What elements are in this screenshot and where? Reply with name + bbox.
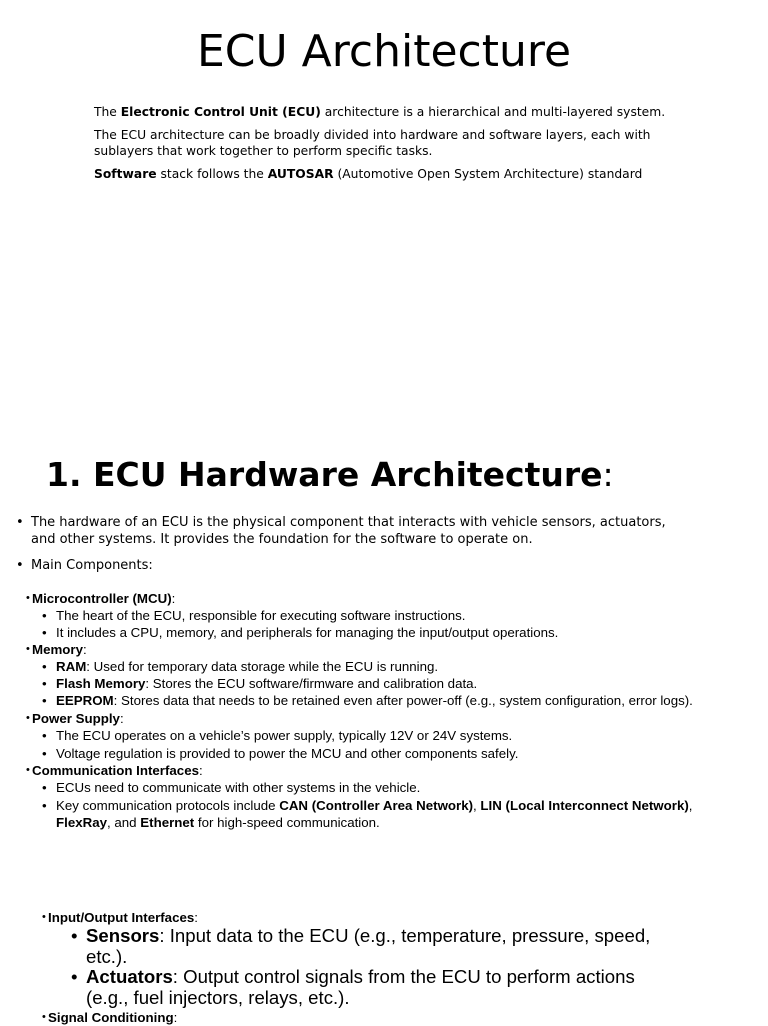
term-actuators: Actuators <box>86 966 173 987</box>
bullet-icon: • <box>42 693 47 708</box>
term-can: CAN (Controller Area Network) <box>279 798 474 813</box>
intro-text: stack follows the <box>156 167 268 181</box>
bullet-icon: • <box>26 643 30 655</box>
list-item-text: Voltage regulation is provided to power the MCU and other components safely. <box>56 746 519 761</box>
list-item-text: : Input data to the ECU (e.g., temperature, pressure, speed, <box>159 925 651 946</box>
list-item <box>42 624 559 641</box>
bullet-icon: • <box>71 925 78 946</box>
bullet-icon: • <box>16 558 24 573</box>
bullet-line: and other systems. It provides the foundation for the software to operate on. <box>31 532 533 547</box>
intro-text: The <box>94 105 121 119</box>
list-item-sensors <box>71 925 686 967</box>
intro-text: architecture is a hierarchical and multi-layered system. <box>320 105 666 119</box>
label-colon: : <box>171 591 176 606</box>
list-item <box>42 692 693 709</box>
list-item-text: : Output control signals from the ECU to perform actions <box>172 966 635 987</box>
intro-bold-autosar: AUTOSAR <box>267 167 334 181</box>
component-label: Signal Conditioning <box>48 1010 174 1025</box>
list-item-protocols <box>42 797 693 814</box>
intro-line: sublayers that work together to perform specific tasks. <box>94 144 433 158</box>
intro-paragraph-2 <box>94 127 694 159</box>
component-label: Communication Interfaces <box>32 763 199 778</box>
page-title: ECU Architecture <box>196 26 572 77</box>
bullet-main-components <box>16 557 153 574</box>
bullet-icon: • <box>42 1011 46 1023</box>
list-item <box>42 607 466 624</box>
component-power-supply <box>26 710 124 727</box>
label-colon: : <box>194 910 198 925</box>
term-lin: LIN (Local Interconnect Network) <box>480 798 689 813</box>
intro-paragraph-1 <box>94 104 694 120</box>
bullet-line: The hardware of an ECU is the physical component that interacts with vehicle sensors, actuators, <box>31 515 666 530</box>
list-item-actuators <box>71 966 686 1008</box>
component-label: Memory <box>32 642 83 657</box>
bullet-icon: • <box>26 712 30 724</box>
bullet-icon: • <box>42 780 47 795</box>
intro-text: (Automotive Open System Architecture) standard <box>333 167 643 181</box>
separator: , <box>473 798 481 813</box>
component-memory <box>26 641 87 658</box>
bullet-icon: • <box>42 746 47 761</box>
bullet-icon: • <box>26 764 30 776</box>
list-item-text: : Used for temporary data storage while the ECU is running. <box>86 659 439 674</box>
list-item-text: Key communication protocols include <box>56 798 280 813</box>
bullet-icon: • <box>42 608 47 623</box>
section-heading-hardware <box>46 454 614 496</box>
term-ram: RAM <box>56 659 87 674</box>
list-item-protocols-continued <box>56 814 380 831</box>
intro-line: The ECU architecture can be broadly divided into hardware and software layers, each with <box>94 128 651 142</box>
list-item <box>42 675 478 692</box>
list-item-text: : Stores the ECU software/firmware and calibration data. <box>145 676 478 691</box>
component-mcu <box>26 590 176 607</box>
bullet-icon: • <box>42 676 47 691</box>
label-colon: : <box>119 711 124 726</box>
list-item-text: etc.). <box>86 946 128 967</box>
label-colon: : <box>198 763 203 778</box>
component-io-interfaces <box>42 909 198 926</box>
list-item <box>42 745 519 762</box>
list-item-text: The heart of the ECU, responsible for executing software instructions. <box>56 608 466 623</box>
label-colon: : <box>173 1010 178 1025</box>
list-item-text: The ECU operates on a vehicle’s power supply, typically 12V or 24V systems. <box>56 728 513 743</box>
component-label: Microcontroller (MCU) <box>32 591 172 606</box>
term-eeprom: EEPROM <box>56 693 114 708</box>
component-label: Power Supply <box>32 711 120 726</box>
list-item <box>42 727 513 744</box>
intro-bold-ecu: Electronic Control Unit (ECU) <box>120 105 321 119</box>
term-sensors: Sensors <box>86 925 160 946</box>
component-signal-conditioning <box>42 1009 178 1026</box>
bullet-icon: • <box>71 966 78 987</box>
component-communication-interfaces <box>26 762 203 779</box>
component-label: Input/Output Interfaces <box>48 910 195 925</box>
term-flash-memory: Flash Memory <box>56 676 146 691</box>
list-item-text: It includes a CPU, memory, and peripherals for managing the input/output operations. <box>56 625 559 640</box>
bullet-icon: • <box>42 625 47 640</box>
intro-paragraph-3 <box>94 166 694 182</box>
intro-bold-software: Software <box>94 167 157 181</box>
heading-text: 1. ECU Hardware Architecture <box>46 455 603 494</box>
bullet-icon: • <box>42 798 47 813</box>
separator: , and <box>107 815 141 830</box>
list-item <box>42 779 421 796</box>
heading-colon: : <box>602 455 614 494</box>
label-colon: : <box>83 642 87 657</box>
bullet-icon: • <box>42 911 46 923</box>
list-item-text: (e.g., fuel injectors, relays, etc.). <box>86 987 350 1008</box>
bullet-icon: • <box>16 515 24 530</box>
list-item-text: for high-speed communication. <box>194 815 380 830</box>
separator: , <box>688 798 693 813</box>
term-ethernet: Ethernet <box>140 815 195 830</box>
list-item <box>42 658 439 675</box>
list-item-text: : Stores data that needs to be retained even after power-off (e.g., system configuration, error logs). <box>113 693 693 708</box>
bullet-icon: • <box>42 659 47 674</box>
bullet-hardware-description <box>16 514 711 548</box>
term-flexray: FlexRay <box>56 815 107 830</box>
list-item-text: ECUs need to communicate with other systems in the vehicle. <box>56 780 421 795</box>
bullet-line: Main Components: <box>31 558 153 573</box>
bullet-icon: • <box>42 728 47 743</box>
bullet-icon: • <box>26 592 30 604</box>
